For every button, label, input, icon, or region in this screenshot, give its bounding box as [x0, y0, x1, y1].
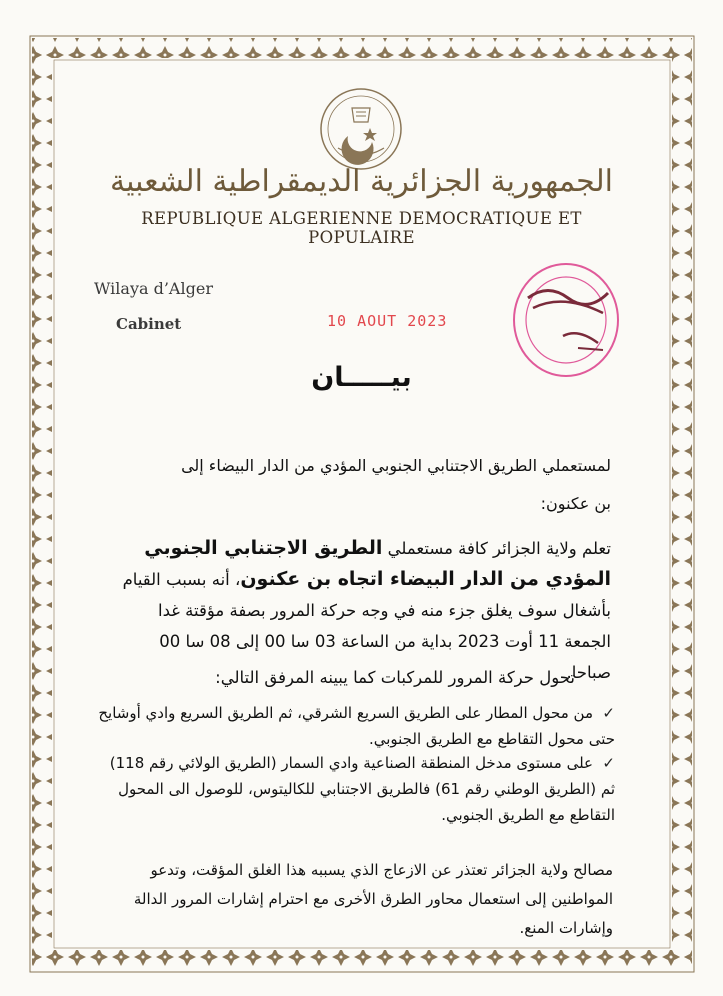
audience-line-2: بن عكنون:: [540, 494, 611, 513]
list-item: [95, 750, 615, 828]
audience-line: لمستعملي الطريق الاجتنابي الجنوبي المؤدي من الدار البيضاء إلى: [181, 456, 611, 475]
wilaya-label: Wilaya d’Alger: [94, 279, 213, 298]
paragraph-text-2: ، أنه بسبب القيام بأشغال سوف يغلق جزء منه في وجه حركة المرور بصفة مؤقتة غدا الجمعة 11 أوت 2023 بداية من الساعة 03 سا 00 إلى 08 سا 00 صباحا.: [122, 570, 611, 682]
closing-paragraph: مصالح ولاية الجزائر تعتذر عن الازعاج الذي يسببه هذا الغلق المؤقت، وتدعو المواطنين إلى استعمال محاور الطرق الأخرى مع احترام إشارات المرور الدالة وإشارات المنع.: [133, 861, 613, 937]
list-item: [95, 700, 615, 752]
cabinet-label: Cabinet: [116, 315, 182, 333]
list-item-text: على مستوى مدخل المنطقة الصناعية وادي السمار (الطريق الولائي رقم 118) ثم (الطريق الوطني رقم 61) فالطريق الاجتنابي للكاليتوس، للوصول الى المحول التقاطع مع الطريق الجنوبي.: [109, 754, 615, 824]
detour-lead: تحول حركة المرور للمركبات كما يبينه المرفق التالي:: [215, 668, 575, 687]
paragraph-text: تعلم ولاية الجزائر كافة مستعملي: [382, 539, 611, 558]
check-icon: ✓: [602, 704, 615, 722]
check-icon: ✓: [602, 754, 615, 772]
main-paragraph: [111, 533, 611, 688]
paragraph-bold-route: الطريق الاجتنابي الجنوبي المؤدي من الدار البيضاء اتجاه بن عكنون: [144, 537, 611, 590]
national-emblem-icon: [318, 86, 404, 172]
statement-heading: بيـــــان: [311, 362, 412, 393]
list-item-text: من محول المطار على الطريق السريع الشرقي، ثم الطريق السريع وادي أوشايح حتى محول التقاطع مع الطريق الجنوبي.: [98, 704, 615, 748]
french-republic-title: REPUBLIQUE ALGERIENNE DEMOCRATIQUE ET POPULAIRE: [141, 209, 582, 247]
date-stamp: 10 AOUT 2023: [327, 312, 448, 330]
official-seal-stamp-icon: [508, 258, 623, 383]
arabic-republic-title: الجمهورية الجزائرية الديمقراطية الشعبية: [110, 164, 613, 199]
